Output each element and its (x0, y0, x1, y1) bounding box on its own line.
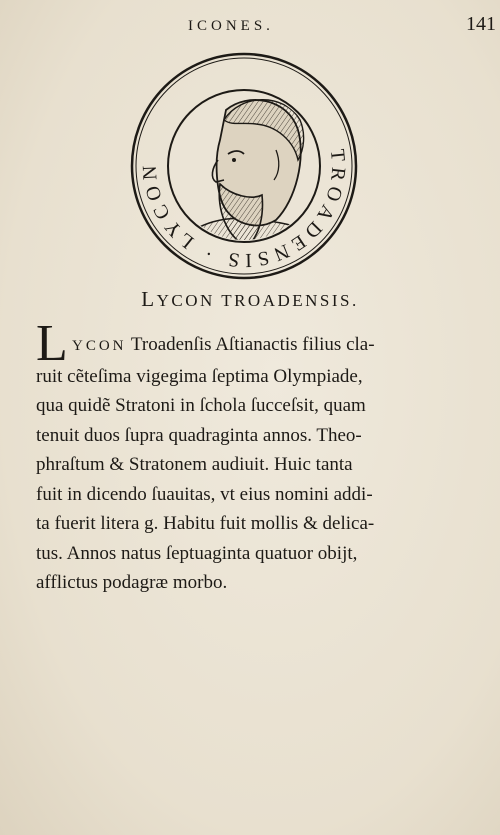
portrait-caption (0, 287, 500, 312)
text-line: ruit cẽteſima vigegima ſeptima Olympiade, (36, 365, 363, 387)
body-text (36, 330, 488, 598)
text-line: afflictus podagræ morbo. (36, 572, 228, 593)
medallion-inscription: TROADENSIS · LYCON (138, 148, 350, 272)
text-line: ta fuerit litera g. Habitu fuit mollis & delica- (36, 513, 375, 534)
text-line: YCON Troadenſis Aſtianactis filius cla- (72, 334, 375, 355)
first-word: YCON (72, 338, 127, 354)
drop-initial: L (36, 315, 68, 372)
caption-first-letter: L (141, 287, 157, 311)
text-line: qua quidẽ Stratoni in ſchola ſucceſsit, quam (36, 395, 366, 416)
text-line: tus. Annos natus ſeptuaginta quatuor obijt, (36, 542, 358, 564)
text-line: fuit in dicendo ſuauitas, vt eius nomini addi- (36, 483, 373, 505)
portrait-medallion (128, 50, 360, 282)
running-head: ICONES. (188, 18, 274, 34)
caption-rest: YCON TROADENSIS. (156, 291, 359, 310)
text-line: tenuit duos ſupra quadraginta annos. Theo- (36, 424, 362, 446)
text-line: phraſtum & Stratonem audiuit. Huic tanta (36, 454, 353, 475)
page-number: 141 (466, 13, 496, 35)
